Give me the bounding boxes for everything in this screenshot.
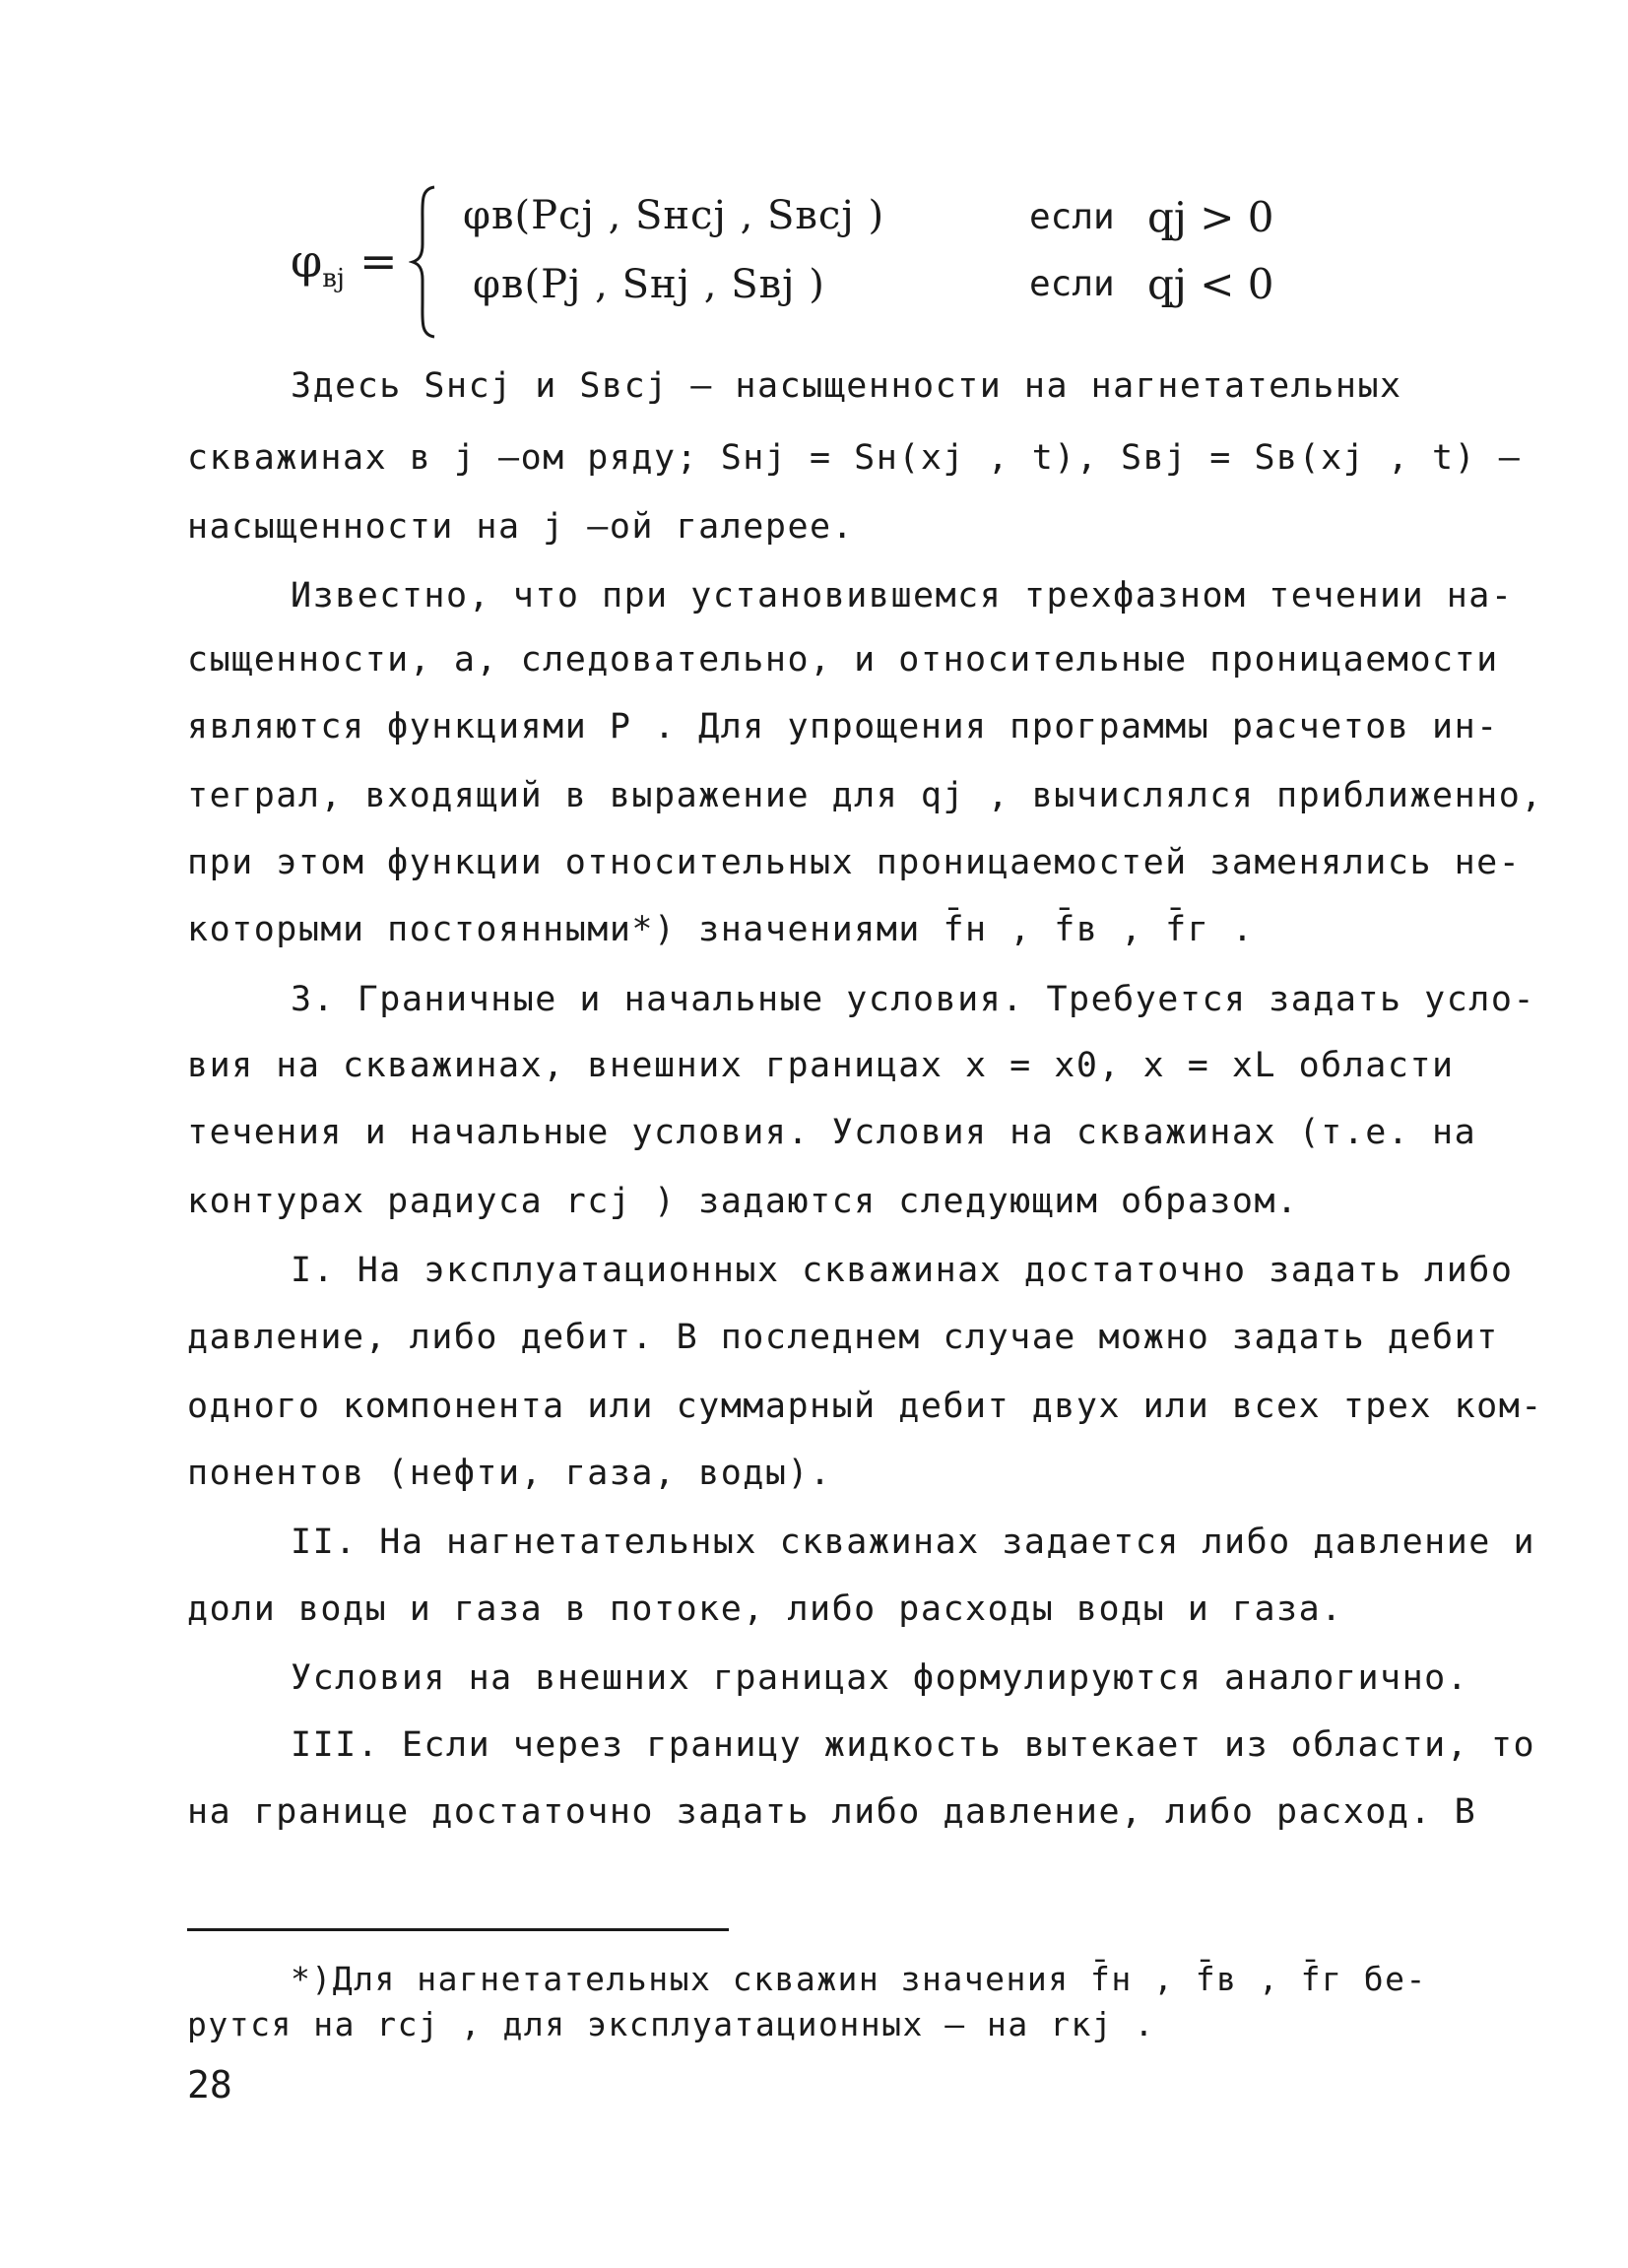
text-line: контурах радиуса rcj ) задаются следующим образом. <box>187 1182 1299 1221</box>
text-line: на границе достаточно задать либо давление, либо расход. В <box>187 1792 1477 1832</box>
left-brace-icon <box>409 183 438 341</box>
text-line: 3. Граничные и начальные условия. Требуется задать усло- <box>291 980 1536 1019</box>
text-line: являются функциями P . Для упрощения программы расчетов ин- <box>187 707 1499 746</box>
footnote-line: рутся на rcj , для эксплуатационных – на rкj . <box>187 2005 1155 2043</box>
text-line: теграл, входящий в выражение для qj , вычислялся приближенно, <box>187 776 1543 815</box>
formula-case2-expression: φв(Pj , Sнj , Sвj ) <box>473 262 825 307</box>
formula-case2-relation: qj < 0 <box>1147 260 1274 308</box>
text-line: I. На эксплуатационных скважинах достаточно задать либо <box>291 1251 1514 1290</box>
formula-case1-condition: если <box>1029 197 1115 237</box>
footnote-rule <box>187 1928 729 1931</box>
text-line: при этом функции относительных проницаемостей заменялись не- <box>187 843 1522 882</box>
text-line: вия на скважинах, внешних границах x = x0, x = xL области <box>187 1046 1455 1085</box>
formula-lhs: $\varphi_{вj}$ <box>291 234 345 294</box>
formula-case1-relation: qj > 0 <box>1147 193 1274 241</box>
text-line: насыщенности на j –ой галерее. <box>187 507 855 547</box>
text-line: Условия на внешних границах формулируются аналогично. <box>291 1658 1469 1698</box>
text-line: одного компонента или суммарный дебит двух или всех трех ком- <box>187 1387 1543 1426</box>
page-number: 28 <box>187 2063 232 2106</box>
formula-case1-expression: φв(Pcj , Sнcj , Sвcj ) <box>463 193 885 238</box>
text-line: давление, либо дебит. В последнем случае можно задать дебит <box>187 1318 1499 1357</box>
text-line: Здесь Sнcj и Sвcj – насыщенности на нагнетательных <box>291 366 1402 406</box>
piecewise-formula <box>281 177 1315 350</box>
text-line: Известно, что при установившемся трехфазном течении на- <box>291 576 1514 616</box>
text-line: скважинах в j –ом ряду; Sнj = Sн(xj , t), Sвj = Sв(xj , t) – <box>187 438 1522 478</box>
formula-case2-condition: если <box>1029 264 1115 304</box>
text-line: доли воды и газа в потоке, либо расходы воды и газа. <box>187 1589 1343 1629</box>
text-line: III. Если через границу жидкость вытекает из области, то <box>291 1725 1536 1765</box>
text-line: течения и начальные условия. Условия на скважинах (т.е. на <box>187 1113 1477 1152</box>
text-line: понентов (нефти, газа, воды). <box>187 1454 832 1493</box>
footnote-line: *)Для нагнетательных скважин значения f̄н , f̄в , f̄г бе- <box>291 1960 1427 1998</box>
text-line: которыми постоянными*) значениями f̄н , f̄в , f̄г . <box>187 910 1255 949</box>
formula-equals: = <box>359 234 398 288</box>
text-line: сыщенности, а, следовательно, и относительные проницаемости <box>187 640 1499 680</box>
text-line: II. На нагнетательных скважинах задается либо давление и <box>291 1523 1536 1562</box>
